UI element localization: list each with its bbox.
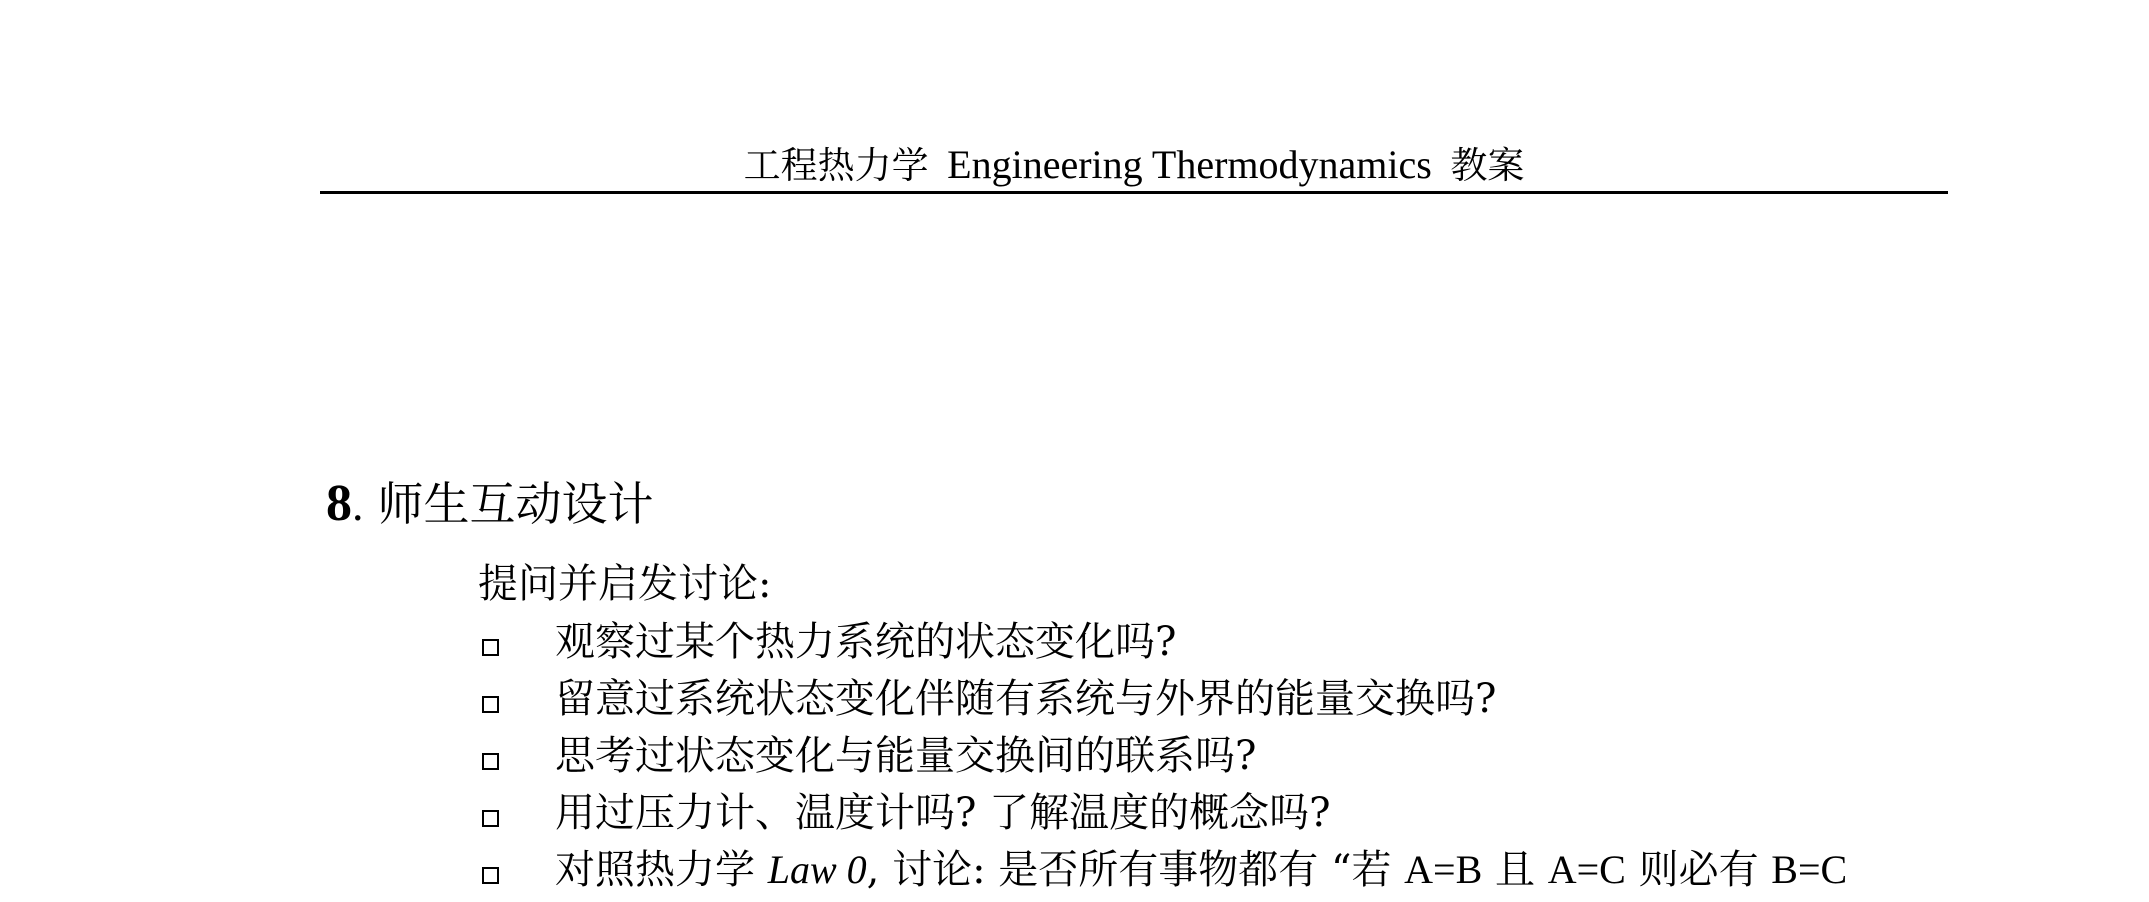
conjunction-then: 则必有 — [1638, 847, 1759, 893]
empty-checkbox-icon — [482, 639, 499, 656]
empty-checkbox-icon — [482, 867, 499, 884]
section-heading — [326, 474, 654, 534]
question-text: 思考过状态变化与能量交换间的联系吗? — [555, 733, 1257, 779]
question-list — [478, 617, 1978, 902]
section-title: 师生互动设计 — [377, 477, 654, 531]
discussion-intro: 提问并启发讨论: — [478, 561, 772, 607]
law-zero-label: Law 0 — [767, 847, 867, 892]
header-title-en: Engineering Thermodynamics — [947, 142, 1432, 187]
formula-a-equals-b: A=B — [1404, 847, 1483, 892]
header-title-cn: 工程热力学 — [743, 146, 929, 187]
conjunction-and: 且 — [1495, 847, 1536, 893]
question-text: 留意过系统状态变化伴随有系统与外界的能量交换吗? — [555, 676, 1497, 722]
page-header — [320, 143, 1948, 194]
list-item — [478, 617, 1978, 674]
question-text: 观察过某个热力系统的状态变化吗? — [555, 619, 1177, 665]
question-text: 用过压力计、温度计吗? 了解温度的概念吗? — [555, 790, 1331, 836]
question-prefix: 对照热力学 — [555, 847, 755, 893]
header-title — [320, 142, 1948, 187]
section-number: 8 — [326, 475, 352, 532]
list-item — [478, 674, 1978, 731]
empty-checkbox-icon — [482, 810, 499, 827]
list-item — [478, 845, 1978, 902]
formula-a-equals-c: A=C — [1547, 847, 1626, 892]
empty-checkbox-icon — [482, 696, 499, 713]
formula-b-equals-c: B=C — [1771, 847, 1848, 892]
list-item — [478, 731, 1978, 788]
question-text — [555, 845, 1847, 895]
list-item — [478, 788, 1978, 845]
question-middle: , 讨论: 是否所有事物都有 “若 — [866, 847, 1392, 893]
empty-checkbox-icon — [482, 753, 499, 770]
header-title-suffix: 教案 — [1450, 146, 1525, 187]
section-separator: . — [352, 479, 364, 530]
